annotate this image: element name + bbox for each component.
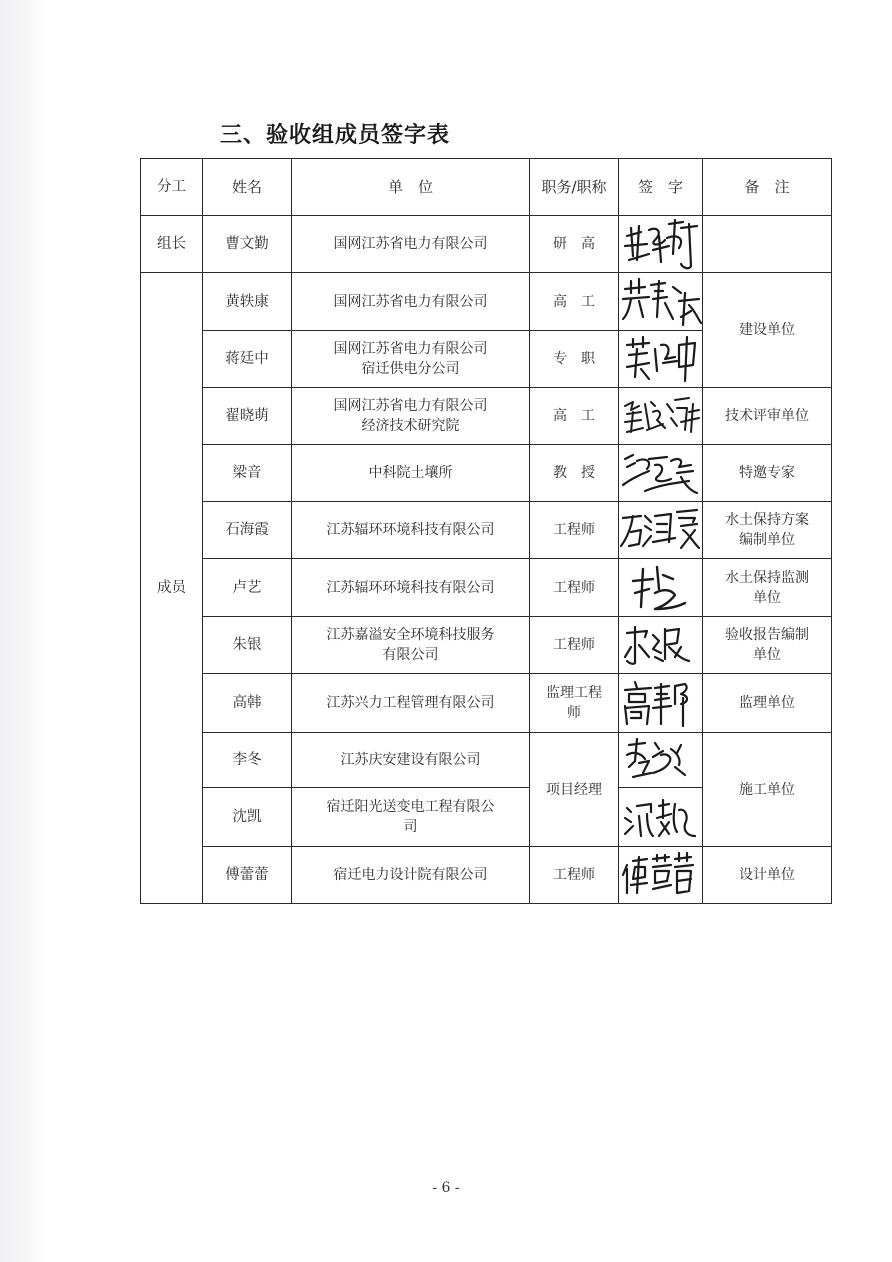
member-name: 李冬 (203, 733, 292, 788)
member-title: 高 工 (530, 273, 619, 331)
table-row (141, 733, 832, 788)
member-unit: 中科院土壤所 (292, 445, 530, 502)
unit-line: 司 (403, 819, 418, 835)
member-name: 翟晓萌 (203, 388, 292, 445)
signature-cell (619, 502, 703, 559)
handwritten-signature (619, 445, 702, 501)
handwritten-signature (619, 216, 702, 272)
handwritten-signature (619, 388, 702, 444)
member-name: 石海霞 (203, 502, 292, 559)
remark-line: 水土保持方案 (725, 512, 809, 528)
handwritten-signature (619, 788, 702, 846)
member-title: 项目经理 (530, 733, 619, 847)
signature-cell (619, 847, 703, 904)
member-name: 曹文勤 (203, 216, 292, 273)
handwritten-signature (619, 502, 702, 558)
member-name: 沈凯 (203, 788, 292, 847)
col-header-signature: 签 字 (619, 159, 703, 216)
col-header-unit: 单 位 (292, 159, 530, 216)
signature-cell (619, 617, 703, 674)
handwritten-signature (619, 674, 702, 732)
member-unit (292, 388, 530, 445)
handwritten-signature (619, 559, 702, 616)
member-title: 教 授 (530, 445, 619, 502)
remark-cell (703, 617, 832, 674)
signature-cell (619, 216, 703, 273)
member-name: 黄轶康 (203, 273, 292, 331)
member-name: 蒋廷中 (203, 331, 292, 388)
member-name: 朱银 (203, 617, 292, 674)
col-header-name: 姓名 (203, 159, 292, 216)
unit-line: 宿迁供电分公司 (361, 361, 460, 377)
signature-cell (619, 674, 703, 733)
signature-cell (619, 788, 703, 847)
member-unit (292, 788, 530, 847)
signature-cell (619, 559, 703, 617)
col-header-remark: 备 注 (703, 159, 832, 216)
table-row (141, 847, 832, 904)
unit-line: 江苏嘉溢安全环境科技服务 (326, 627, 495, 643)
col-header-title: 职务/职称 (530, 159, 619, 216)
remark-cell: 技术评审单位 (703, 388, 832, 445)
remark-cell: 施工单位 (703, 733, 832, 847)
unit-line: 国网江苏省电力有限公司 (333, 341, 488, 357)
handwritten-signature (619, 273, 702, 330)
header-row (141, 159, 832, 216)
group-label-member: 成员 (141, 273, 203, 904)
table-row (141, 674, 832, 733)
table-row (141, 216, 832, 273)
member-name: 高韩 (203, 674, 292, 733)
table-row (141, 273, 832, 331)
remark-cell: 设计单位 (703, 847, 832, 904)
member-title: 高 工 (530, 388, 619, 445)
member-name: 卢艺 (203, 559, 292, 617)
remark-cell: 建设单位 (703, 273, 832, 388)
member-unit: 江苏兴力工程管理有限公司 (292, 674, 530, 733)
signature-cell (619, 388, 703, 445)
signature-cell (619, 445, 703, 502)
section-heading: 三、验收组成员签字表 (220, 123, 451, 148)
member-unit: 江苏庆安建设有限公司 (292, 733, 530, 788)
handwritten-signature (619, 733, 702, 787)
member-title: 研 高 (530, 216, 619, 273)
member-unit: 江苏辐环环境科技有限公司 (292, 502, 530, 559)
col-header-role: 分工 (141, 159, 203, 216)
table-row (141, 559, 832, 617)
unit-line: 有限公司 (382, 647, 439, 663)
remark-cell (703, 559, 832, 617)
title-line: 监理工程 (546, 685, 602, 701)
table-row (141, 445, 832, 502)
remark-line: 编制单位 (739, 532, 795, 548)
remark-cell: 特邀专家 (703, 445, 832, 502)
remark-line: 单位 (753, 647, 781, 663)
unit-line: 宿迁阳光送变电工程有限公 (326, 799, 495, 815)
table-row (141, 502, 832, 559)
member-unit: 宿迁电力设计院有限公司 (292, 847, 530, 904)
remark-cell: 监理单位 (703, 674, 832, 733)
remark-line: 水土保持监测 (725, 569, 809, 586)
member-unit: 国网江苏省电力有限公司 (292, 216, 530, 273)
handwritten-signature (619, 331, 702, 387)
remark-cell (703, 502, 832, 559)
title-line: 师 (567, 705, 581, 721)
member-title: 工程师 (530, 847, 619, 904)
member-title: 工程师 (530, 559, 619, 617)
group-label-leader: 组长 (141, 216, 203, 273)
signature-cell (619, 331, 703, 388)
handwritten-signature (619, 617, 702, 673)
member-title: 工程师 (530, 617, 619, 674)
member-unit (292, 617, 530, 674)
member-unit: 国网江苏省电力有限公司 (292, 273, 530, 331)
scan-edge-shadow (0, 0, 46, 1262)
unit-line: 经济技术研究院 (361, 418, 460, 434)
signature-table (140, 158, 832, 904)
member-title: 专 职 (530, 331, 619, 388)
signature-cell (619, 733, 703, 788)
member-unit: 江苏辐环环境科技有限公司 (292, 559, 530, 617)
remark-line: 单位 (753, 589, 781, 606)
member-unit (292, 331, 530, 388)
signature-cell (619, 273, 703, 331)
table-row (141, 388, 832, 445)
remark-line: 验收报告编制 (725, 627, 809, 643)
page-number: - 6 - (432, 1180, 460, 1196)
remark-empty (703, 216, 832, 273)
member-title: 工程师 (530, 502, 619, 559)
member-name: 梁音 (203, 445, 292, 502)
member-title (530, 674, 619, 733)
member-name: 傅蕾蕾 (203, 847, 292, 904)
unit-line: 国网江苏省电力有限公司 (333, 398, 488, 414)
table-row (141, 617, 832, 674)
handwritten-signature (619, 847, 702, 903)
